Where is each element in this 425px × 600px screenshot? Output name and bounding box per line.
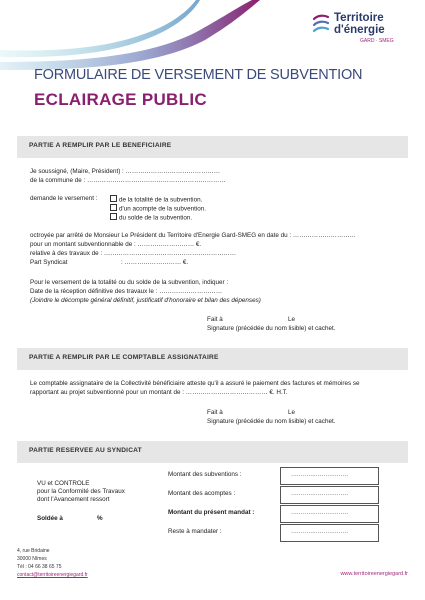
soussigne-field[interactable]: Je soussigné, (Maire, Président) : ………………………………………	[30, 168, 220, 175]
vu-controle-line: dont l'Avancement ressort	[37, 496, 110, 503]
reste-mandater-box[interactable]	[280, 524, 379, 542]
acomptes-box[interactable]	[280, 486, 379, 504]
comptable-text-line1: Le comptable assignataire de la Collectivité bénéficiaire atteste qu'il a assuré le paiement des factures et mémoires se	[30, 380, 360, 387]
option-label: de la totalité de la subvention.	[119, 196, 203, 204]
signature-label: Signature (précédée du nom lisible) et cachet.	[207, 325, 336, 332]
logo-subtitle: GARD · SMEG	[360, 38, 394, 44]
octroyee-field[interactable]: octroyée par arrêté de Monsieur Le Président du Territoire d'Energie Gard-SMEG en date du : …………………………	[30, 232, 356, 239]
fait-a-field[interactable]: Fait à	[207, 316, 223, 323]
present-mandat-label: Montant du présent mandat :	[168, 509, 255, 516]
logo-mark-icon	[312, 14, 330, 36]
part-syndicat-label: Part Syndicat	[30, 259, 68, 266]
section-syndicat-header	[17, 441, 408, 463]
checkbox-totalite[interactable]	[110, 195, 117, 202]
checkbox-solde[interactable]	[110, 213, 117, 220]
footer-address-street: 4, rue Bridaine	[17, 548, 50, 554]
logo-name-line2: d'énergie	[334, 24, 385, 36]
present-mandat-box[interactable]	[280, 505, 379, 523]
footer-address-city: 30000 Nîmes	[17, 556, 47, 562]
option-acompte[interactable]	[110, 204, 206, 213]
percent-field[interactable]: %	[97, 515, 103, 522]
date-le-field[interactable]: Le	[288, 409, 296, 416]
footer-website-link[interactable]: www.territoireenergiegard.fr	[340, 571, 408, 577]
demande-label: demande le versement :	[30, 195, 98, 202]
signature-label: Signature (précédée du nom lisible) et cachet.	[207, 418, 336, 425]
subventions-value: …………………………	[291, 472, 349, 478]
option-totalite[interactable]	[110, 195, 202, 204]
fait-a-field[interactable]: Fait à	[207, 409, 223, 416]
subventions-label: Montant des subventions :	[168, 471, 242, 478]
header-swoosh-decoration	[0, 0, 260, 75]
option-label: du solde de la subvention.	[119, 214, 193, 222]
section-comptable-header	[17, 348, 408, 370]
reste-mandater-value: …………………………	[291, 529, 349, 535]
soldee-label: Soldée à	[37, 515, 63, 522]
commune-field[interactable]: de la commune de : …………………………………………………………	[30, 177, 226, 184]
section-heading: PARTIE A REMPLIR PAR LE COMPTABLE ASSIGNATAIRE	[29, 354, 219, 361]
logo-name-line1: Territoire	[334, 12, 384, 24]
subventions-box[interactable]	[280, 467, 379, 485]
vu-controle-line: pour la Conformité des Travaux	[37, 488, 125, 495]
present-mandat-value: …………………………	[291, 510, 349, 516]
part-syndicat-field[interactable]: : ……………………… €.	[121, 259, 189, 266]
date-le-field[interactable]: Le	[288, 316, 296, 323]
footer-email-link[interactable]: contact@territoireenergiegard.fr	[17, 572, 88, 578]
section-heading: PARTIE RESERVEE AU SYNDICAT	[29, 447, 142, 454]
travaux-field[interactable]: relative à des travaux de : ………………………………………………………	[30, 250, 237, 257]
option-solde[interactable]	[110, 213, 192, 222]
acomptes-value: …………………………	[291, 491, 349, 497]
checkbox-acompte[interactable]	[110, 204, 117, 211]
versement-instruction: Pour le versement de la totalité ou du solde de la subvention, indiquer :	[30, 279, 229, 286]
montant-field[interactable]: pour un montant subventionnable de : ……………………… €.	[30, 241, 202, 248]
acomptes-label: Montant des acomptes :	[168, 490, 236, 497]
date-reception-field[interactable]: Date de la réception définitive des travaux le : …………………………	[30, 288, 223, 295]
option-label: d'un acompte de la subvention.	[119, 205, 206, 213]
form-title: FORMULAIRE DE VERSEMENT DE SUBVENTION	[34, 67, 363, 83]
section-beneficiaire-header	[17, 136, 408, 158]
comptable-montant-field[interactable]: rapportant au projet subventionné pour un montant de : ………………………………… €. H.T.	[30, 389, 288, 396]
joindre-note: (Joindre le décompte général définitif, justificatif d'honoraire et bilan des dépenses)	[30, 297, 261, 304]
form-subtitle: ECLAIRAGE PUBLIC	[34, 90, 207, 109]
reste-mandater-label: Reste à mandater :	[168, 528, 222, 535]
footer-phone: Tél : 04 66 38 65 75	[17, 564, 62, 570]
territoire-energie-logo[interactable]	[312, 12, 412, 52]
section-heading: PARTIE A REMPLIR PAR LE BENEFICIAIRE	[29, 142, 172, 149]
vu-controle-line: VU et CONTROLE	[37, 480, 90, 487]
